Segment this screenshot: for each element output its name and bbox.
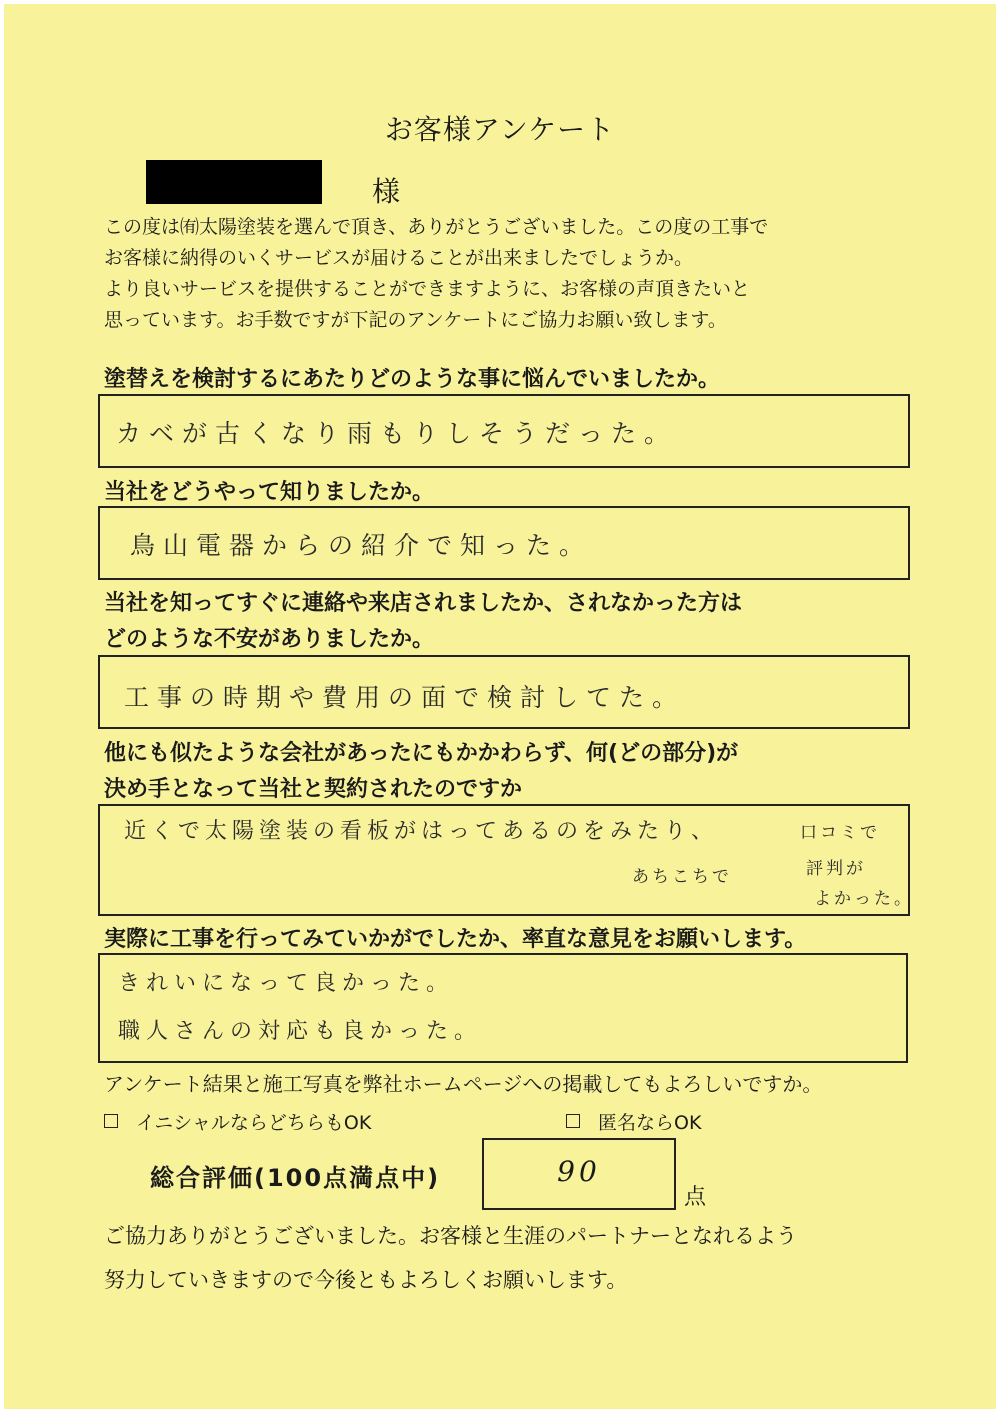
option-anonymous-label: 匿名ならOK bbox=[598, 1112, 702, 1134]
closing-line: 努力していきますので今後ともよろしくお願いします。 bbox=[104, 1268, 628, 1292]
question-4-line-1: 他にも似たような会社があったにもかかわらず、何(どの部分)が bbox=[104, 741, 739, 766]
intro-line: この度は㈲太陽塗装を選んで頂き、ありがとうございました。この度の工事で bbox=[104, 216, 769, 238]
honorific-sama: 様 bbox=[372, 175, 401, 208]
question-1: 塗替えを検討するにあたりどのような事に悩んでいましたか。 bbox=[104, 367, 721, 392]
answer-5-line-2: 職人さんの対応も良かった。 bbox=[118, 1019, 483, 1044]
publish-question: アンケート結果と施工写真を弊社ホームページへの掲載してもよろしいですか。 bbox=[104, 1072, 823, 1096]
question-3-line-2: どのような不安がありましたか。 bbox=[104, 627, 435, 652]
intro-line: お客様に納得のいくサービスが届けることが出来ましたでしょうか。 bbox=[104, 247, 694, 269]
question-5: 実際に工事を行ってみていかがでしたか、率直な意見をお願いします。 bbox=[104, 927, 807, 952]
redacted-customer-name bbox=[146, 160, 322, 204]
answer-3-text: 工事の時期や費用の面で検討してた。 bbox=[124, 683, 686, 712]
answer-5-line-1: きれいになって良かった。 bbox=[118, 971, 455, 996]
option-anonymous-checkbox[interactable] bbox=[566, 1114, 580, 1128]
answer-4-line-1: 近くで太陽塗装の看板がはってあるのをみたり、 bbox=[124, 819, 719, 844]
answer-1-text: カベが古くなり雨もりしそうだった。 bbox=[116, 419, 678, 448]
question-3-line-1: 当社を知ってすぐに連絡や来店されましたか、されなかった方は bbox=[104, 591, 743, 616]
survey-title: お客様アンケート bbox=[384, 113, 616, 146]
option-initials-checkbox[interactable] bbox=[104, 1114, 118, 1128]
closing-line: ご協力ありがとうございました。お客様と生涯のパートナーとなれるよう bbox=[104, 1224, 797, 1248]
answer-4-kuchikomi: 口コミで bbox=[800, 823, 880, 843]
score-value: 90 bbox=[557, 1155, 601, 1188]
score-unit: 点 bbox=[684, 1185, 707, 1210]
intro-line: 思っています。お手数ですが下記のアンケートにご協力お願い致します。 bbox=[104, 309, 727, 331]
intro-line: より良いサービスを提供することができますように、お客様の声頂きたいと bbox=[104, 278, 751, 300]
question-2: 当社をどうやって知りましたか。 bbox=[104, 480, 435, 505]
answer-4-yokatta: よかった。 bbox=[814, 889, 914, 909]
answer-4-hyoban: 評判が bbox=[806, 859, 866, 879]
score-label: 総合評価(100点満点中) bbox=[150, 1164, 441, 1192]
option-anonymous[interactable] bbox=[566, 1108, 701, 1135]
question-4-line-2: 決め手となって当社と契約されたのですか bbox=[104, 777, 523, 802]
answer-4-insert: あちこちで bbox=[632, 867, 732, 887]
option-initials-label: イニシャルならどちらもOK bbox=[136, 1112, 372, 1134]
answer-2-text: 鳥山電器からの紹介で知った。 bbox=[130, 531, 593, 560]
option-initials[interactable] bbox=[104, 1108, 371, 1135]
